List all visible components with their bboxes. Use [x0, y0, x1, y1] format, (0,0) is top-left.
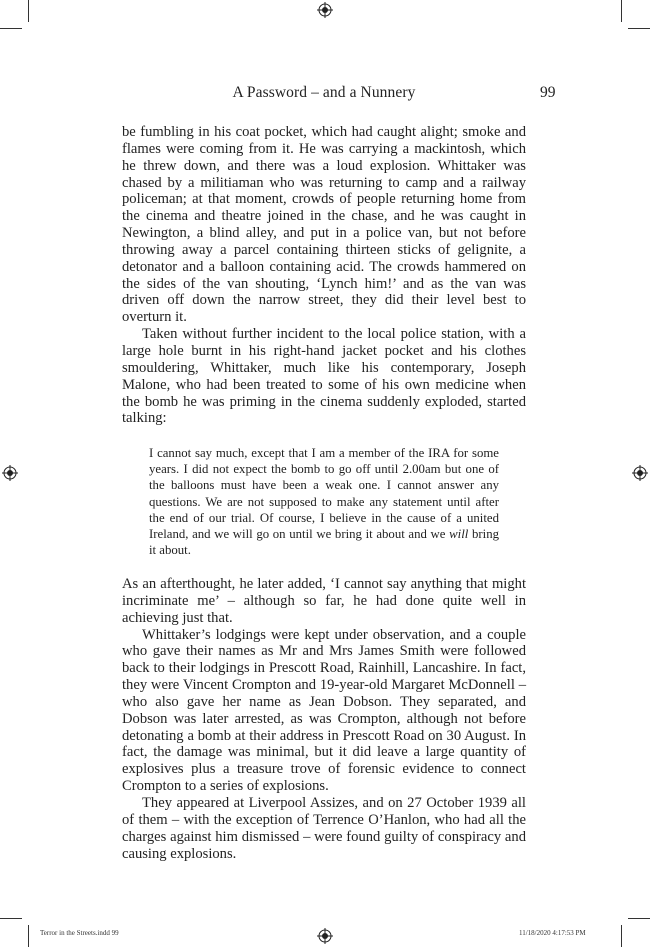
crop-mark: [28, 0, 29, 22]
quote-text-after: bring it about.: [149, 527, 500, 558]
registration-mark-icon: [317, 928, 333, 944]
body-text-bottom: [122, 576, 526, 862]
block-quote: [149, 445, 499, 558]
quote-text-before: I cannot say much, except that I am a member of the IRA for some years. I did not expect the bomb to go off until 2.00am but one of the balloons must have been a weak one. I cannot answer any questions. We are not supposed to make any statement until after the end of our trial. Of course, I believe in the cause of a united Ireland, and we will go on until we bring it about and we: [149, 446, 499, 542]
registration-mark-icon: [2, 465, 18, 481]
page-number: 99: [540, 84, 556, 101]
crop-mark: [0, 918, 22, 919]
quote-emphasis: will: [449, 527, 469, 542]
slug-timestamp: 11/18/2020 4:17:53 PM: [519, 929, 586, 937]
crop-mark: [621, 0, 622, 22]
quote-text: [149, 445, 499, 558]
paragraph: Taken without further incident to the local police station, with a large hole burnt in his right-hand jacket pocket and his clothes smouldering, Whittaker, much like his contemporary, Joseph Malone, who had been treated to some of his own medicine when the bomb he was priming in the cinema suddenly exploded, started talking:: [122, 326, 526, 427]
crop-mark: [28, 925, 29, 947]
paragraph: They appeared at Liverpool Assizes, and on 27 October 1939 all of them – with the exception of Terrence O’Hanlon, who had all the charges against him dismissed – were found guilty of conspiracy and causing explosions.: [122, 794, 526, 862]
paragraph: As an afterthought, he later added, ‘I cannot say anything that might incriminate me’ – although so far, he had done quite well in achieving just that.: [122, 576, 526, 626]
registration-mark-icon: [317, 2, 333, 18]
paragraph: Whittaker’s lodgings were kept under observation, and a couple who gave their names as Mr and Mrs James Smith were followed back to their lodgings in Prescott Road, Rainhill, Lancashire. In fact, they were Vincent Crompton and 19-year-old Margaret McDonnell – who also gave her name as Jean Dobson. They separated, and Dobson was later arrested, as was Crompton, although not before detonating a bomb at their address in Prescott Road on 30 August. In fact, the damage was minimal, but it did leave a large quantity of explosives plus a treasure trove of forensic evidence to connect Crompton to a series of explosions.: [122, 626, 526, 795]
paragraph: be fumbling in his coat pocket, which had caught alight; smoke and flames were coming from it. He was carrying a mackintosh, which he threw down, and there was a loud explosion. Whittaker was chased by a militiaman who was returning to camp and a railway policeman; at that moment, crowds of people returning home from the cinema and theatre joined in the chase, and he was caught in Newington, a blind alley, and put in a police van, but not before throwing away a parcel containing thirteen sticks of gelignite, a detonator and a balloon containing acid. The crowds hammered on the sides of the van shouting, ‘Lynch him!’ and as the van was driven off down the narrow street, they did their level best to overturn it.: [122, 124, 526, 326]
slug-filename: Terror in the Streets.indd 99: [40, 929, 119, 937]
running-head: A Password – and a Nunnery: [232, 84, 416, 101]
body-text-top: [122, 124, 526, 427]
crop-mark: [0, 28, 22, 29]
crop-mark: [628, 918, 650, 919]
registration-mark-icon: [632, 465, 648, 481]
crop-mark: [621, 925, 622, 947]
crop-mark: [628, 28, 650, 29]
